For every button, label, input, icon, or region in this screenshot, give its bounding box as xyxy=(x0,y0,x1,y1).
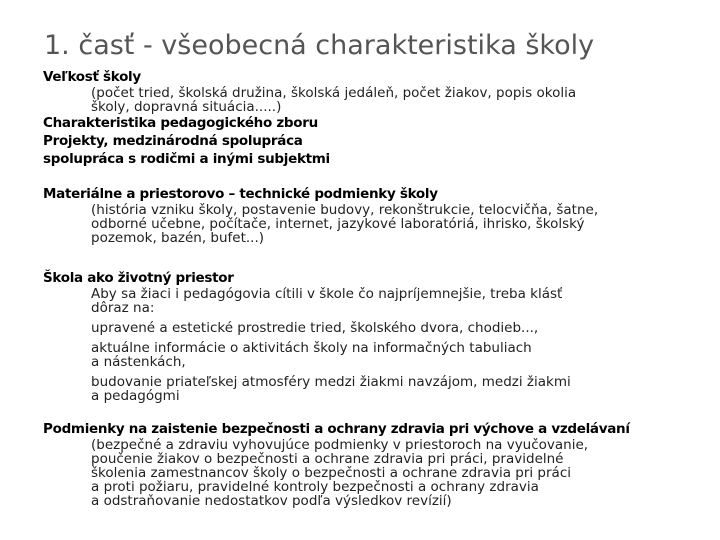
section-heading: Veľkosť školy xyxy=(43,69,141,85)
body-line: poučenie žiakov o bezpečnosti a ochrane zdravia pri práci, pravidelné xyxy=(91,451,564,467)
body-line: upravené a estetické prostredie tried, školského dvora, chodieb..., xyxy=(91,320,539,336)
body-line: Aby sa žiaci i pedagógovia cítili v škole čo najpríjemnejšie, treba klásť xyxy=(91,286,563,302)
section-heading: Podmienky na zaistenie bezpečnosti a ochrany zdravia pri výchove a vzdelávaní xyxy=(43,421,630,437)
body-line: a nástenkách, xyxy=(91,354,186,370)
spacer xyxy=(43,403,703,420)
section-heading-projects: Projekty, medzinárodná spolupráca xyxy=(43,133,303,149)
body-line: a proti požiaru, pravidelné kontroly bezpečnosti a ochrany zdravia xyxy=(91,479,539,495)
body-line: budovanie priateľskej atmosféry medzi žiakmi navzájom, medzi žiakmi xyxy=(91,374,571,390)
body-line: a odstraňovanie nedostatkov podľa výsledkov revízií) xyxy=(91,493,452,509)
spacer xyxy=(43,245,703,269)
body-line: (počet tried, školská družina, školská jedáleň, počet žiakov, popis okolia xyxy=(91,85,577,101)
section-living-space xyxy=(43,269,703,403)
section-heading: Materiálne a priestorovo – technické podmienky školy xyxy=(43,186,438,202)
section-heading-staff: Charakteristika pedagogického zboru xyxy=(43,115,318,131)
spacer xyxy=(43,168,703,185)
body-line: školy, dopravná situácia.....) xyxy=(91,99,282,115)
slide-title: 1. časť - všeobecná charakteristika školy xyxy=(44,30,595,61)
body-line: a pedagógmi xyxy=(91,388,180,404)
section-school-size xyxy=(43,68,703,114)
body-line: školenia zamestnancov školy o bezpečnosti a ochrane zdravia pri práci xyxy=(91,465,571,481)
section-heading-parents: spolupráca s rodičmi a inými subjektmi xyxy=(43,151,330,167)
body-line: aktuálne informácie o aktivitách školy na informačných tabuliach xyxy=(91,340,532,356)
body-line: odborné učebne, počítače, internet, jazykové laboratóriá, ihrisko, školský xyxy=(91,216,585,232)
section-body xyxy=(91,203,703,245)
section-body xyxy=(91,86,703,114)
section-body xyxy=(91,287,703,403)
section-safety xyxy=(43,420,703,508)
section-body xyxy=(91,438,703,508)
slide-content xyxy=(43,68,703,508)
body-line: (história vzniku školy, postavenie budovy, rekonštrukcie, telocvičňa, šatne, xyxy=(91,202,599,218)
body-line: dôraz na: xyxy=(91,300,155,316)
section-heading: Škola ako životný priestor xyxy=(43,270,234,286)
section-material-conditions xyxy=(43,185,703,245)
body-line: (bezpečné a zdraviu vyhovujúce podmienky v priestoroch na vyučovanie, xyxy=(91,437,589,453)
body-line: pozemok, bazén, bufet...) xyxy=(91,230,265,246)
